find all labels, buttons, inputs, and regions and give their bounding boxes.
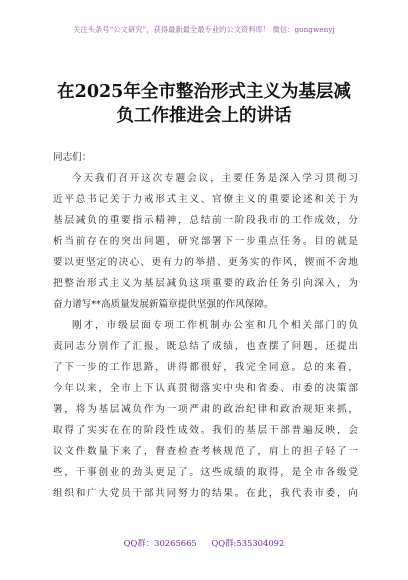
paragraph-line: 取得了实实在在的阶段性成效。我们的基层干部普遍反映，会 — [53, 425, 358, 436]
paragraph-line: 今天我们召开这次专题会议，主要任务是深入学习贯彻习 — [72, 173, 358, 184]
paragraph-line: 析当前存在的突出问题，研究部署下一步重点任务。目的就是 — [53, 236, 358, 247]
paragraph-line: 今年以来，全市上下认真贯彻落实中央和省委、市委的决策部 — [53, 383, 358, 394]
header-promo-note: 关注头条号“公文研究”，获得最新最全最专业的公文资料库！ 微信：gongwenyj — [73, 25, 335, 34]
title-line: 在2025年全市整治形式主义为基层减 — [57, 82, 351, 102]
paragraph-line: 要以更坚定的决心、更有力的举措、更务实的作风，锲而不舍地 — [53, 257, 358, 268]
paragraph-line: 责同志分别作了汇报，既总结了成绩，也查摆了问题，还提出 — [53, 341, 358, 352]
paragraph-line: 了下一步的工作思路，讲得都很好，我完全同意。总的来看， — [53, 362, 358, 373]
paragraph-line: 些，干事创业的劲头更足了。这些成绩的取得，是全市各级党 — [53, 467, 358, 478]
paragraph-line: 基层减负的重要指示精神，总结前一阶段我市的工作成效，分 — [53, 215, 358, 226]
paragraph-line: 刚才，市级层面专项工作机制办公室和几个相关部门的负 — [72, 320, 358, 331]
paragraph-line: 议文件数量下来了，督查检查考核规范了，肩上的担子轻了一 — [53, 446, 358, 457]
paragraph-line: 署，将为基层减负作为一项严肃的政治纪律和政治规矩来抓， — [53, 404, 358, 415]
footer-contact — [0, 537, 408, 549]
title-line: 负工作推进会上的讲话 — [116, 106, 292, 126]
paragraph-line: 奋力谱写**高质量发展新篇章提供坚强的作风保障。 — [53, 299, 274, 310]
salutation: 同志们： — [53, 152, 92, 163]
footer-qq-group-2: QQ群:535304092 — [211, 538, 285, 548]
document-body — [53, 147, 358, 504]
paragraph-line: 近平总书记关于力戒形式主义、官僚主义的重要论述和关于为 — [53, 194, 358, 205]
paragraph-line: 组织和广大党员干部共同努力的结果。在此，我代表市委，向 — [53, 488, 358, 499]
footer-qq-group-1: QQ群：30265665 — [123, 538, 197, 548]
document-title — [48, 80, 360, 128]
paragraph-line: 把整治形式主义为基层减负这项重要的政治任务引向深入，为 — [53, 278, 358, 289]
